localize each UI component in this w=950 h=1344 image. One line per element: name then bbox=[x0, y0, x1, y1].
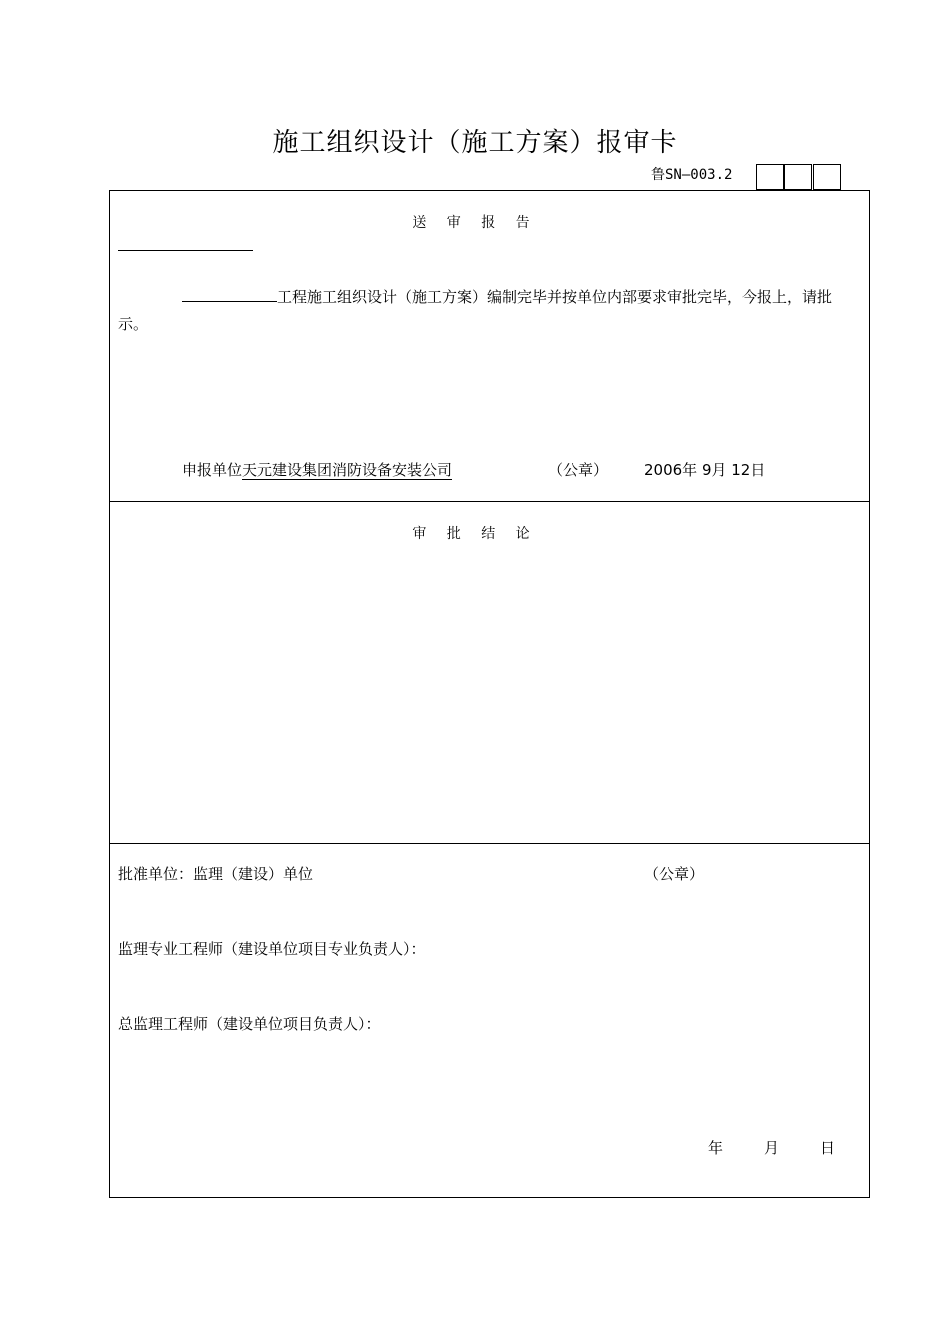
date-year-label: 年 bbox=[708, 1139, 724, 1157]
approval-unit-label: 批准单位：监理（建设）单位 bbox=[118, 865, 314, 883]
engineer-label: 监理专业工程师（建设单位项目专业负责人）： bbox=[118, 940, 426, 958]
chief-engineer-label: 总监理工程师（建设单位项目负责人）： bbox=[118, 1015, 381, 1033]
date-day-label: 日 bbox=[820, 1139, 836, 1157]
applicant-name: 天元建设集团消防设备安装公司 bbox=[242, 461, 453, 479]
addressee-blank bbox=[118, 250, 253, 251]
report-body-line1 bbox=[182, 286, 832, 307]
section-divider-1 bbox=[109, 501, 870, 502]
date-month-label: 月 bbox=[764, 1139, 780, 1157]
code-box-3 bbox=[813, 164, 841, 190]
approval-seal: （公章） bbox=[644, 865, 705, 883]
applicant-row bbox=[182, 459, 452, 480]
code-box-2 bbox=[784, 164, 812, 190]
report-body-text: 工程施工组织设计（施工方案）编制完毕并按单位内部要求审批完毕，今报上，请批 bbox=[277, 288, 833, 306]
form-code: 鲁SN—003.2 bbox=[651, 167, 733, 183]
report-date: 2006年 9月 12日 bbox=[644, 461, 766, 479]
section-divider-2 bbox=[109, 843, 870, 844]
conclusion-heading: 审 批 结 论 bbox=[412, 526, 538, 542]
page-title: 施工组织设计（施工方案）报审卡 bbox=[272, 128, 678, 158]
applicant-seal: （公章） bbox=[548, 461, 609, 479]
report-body-line2: 示。 bbox=[118, 315, 149, 333]
code-box-1 bbox=[756, 164, 784, 190]
form-frame bbox=[109, 190, 870, 1198]
applicant-label: 申报单位 bbox=[182, 461, 243, 479]
project-name-blank bbox=[182, 287, 277, 302]
report-heading: 送 审 报 告 bbox=[412, 215, 538, 231]
